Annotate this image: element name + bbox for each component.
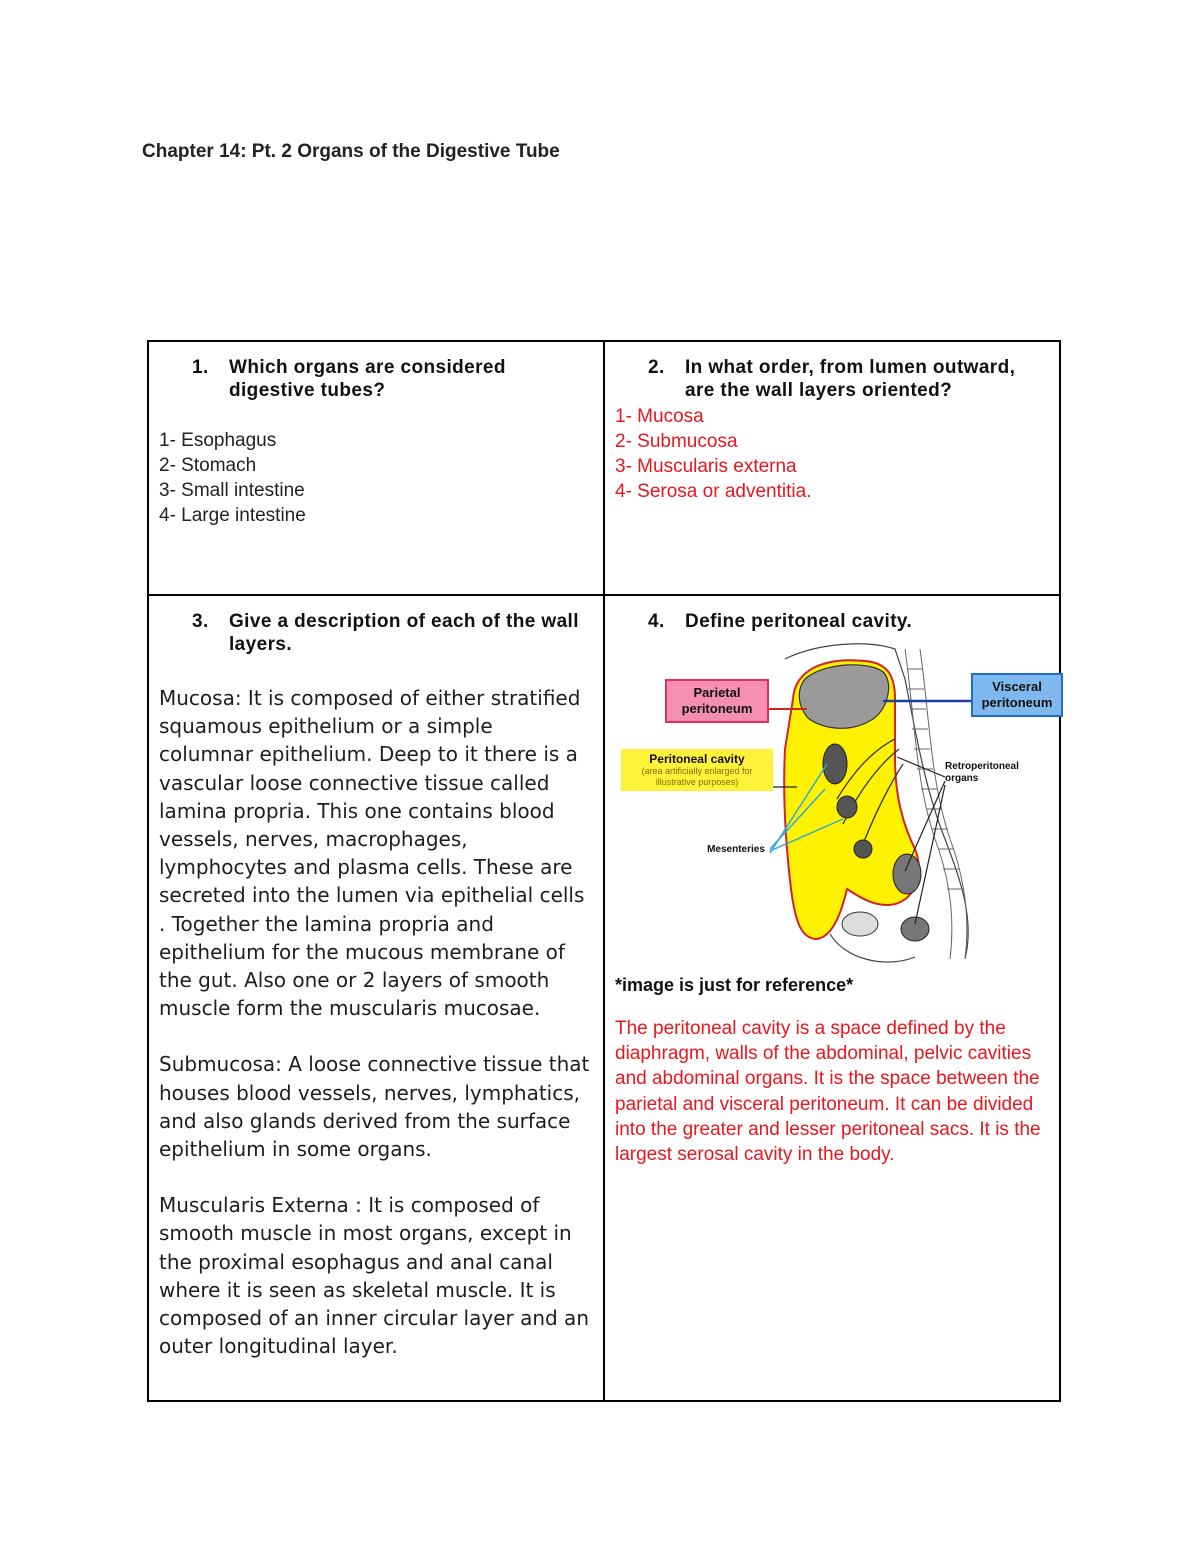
- question-2-text: In what order, from lumen outward, are the wall layers oriented?: [685, 357, 1016, 401]
- cell-q1: [148, 341, 604, 595]
- list-item: 1- Mucosa: [615, 406, 704, 427]
- answer-1-list: [159, 428, 593, 528]
- cell-q4: [604, 595, 1060, 1401]
- question-3: 3. Give a description of each of the wall layers.: [192, 610, 593, 656]
- submucosa-description: Submucosa: A loose connective tissue that houses blood vessels, nerves, lymphatics, and also glands derived from the surface epithelium in some organs.: [159, 1052, 590, 1162]
- list-item: 2- Stomach: [159, 455, 257, 476]
- mucosa-description: Mucosa: It is composed of either stratified squamous epithelium or a simple columnar epithelium. Deep to it there is a vascular loose connective tissue called lamina propria. This one contains blood vessels, nerves, macrophages, lymphocytes and plasma cells. These are secreted into the lumen via epithelial cells . Together the lamina propria and epithelium for the mucous membrane of the gut. Also one or 2 layers of smooth muscle form the muscularis mucosae.: [159, 686, 585, 1021]
- muscularis-description: Muscularis Externa : It is composed of smooth muscle in most organs, except in the proximal esophagus and anal canal where it is seen as skeletal muscle. It is composed of an inner circular layer and an outer longitudinal layer.: [159, 1193, 589, 1359]
- qa-table: [147, 340, 1061, 1402]
- question-3-text: Give a description of each of the wall layers.: [229, 611, 579, 655]
- question-1-text: Which organs are considered digestive tubes?: [229, 357, 506, 401]
- list-item: 4- Serosa or adventitia.: [615, 481, 812, 502]
- list-item: 3- Muscularis externa: [615, 456, 797, 477]
- list-item: 3- Small intestine: [159, 480, 305, 501]
- list-item: 2- Submucosa: [615, 431, 738, 452]
- cell-q3: [148, 595, 604, 1401]
- list-item: 1- Esophagus: [159, 430, 277, 451]
- retroperitoneal-organs-label: Retroperitoneal organs: [945, 761, 1019, 784]
- peritoneum-diagram: [615, 639, 1065, 969]
- image-reference-note: *image is just for reference*: [615, 975, 854, 995]
- question-1: 1. Which organs are considered digestive tubes?: [192, 356, 593, 402]
- mesenteries-label: Mesenteries: [707, 844, 765, 855]
- table-row: [148, 341, 1060, 595]
- layer-descriptions: [159, 684, 593, 1360]
- page-title: Chapter 14: Pt. 2 Organs of the Digestive Tube: [142, 141, 560, 162]
- peritoneal-cavity-definition: The peritoneal cavity is a space defined by the diaphragm, walls of the abdominal, pelvic cavities and abdominal organs. It is the space between the parietal and visceral peritoneum. It can be divided into the greater and lesser peritoneal sacs. It is the largest serosal cavity in the body.: [615, 1018, 1041, 1166]
- parietal-peritoneum-label: Parietal peritoneum: [665, 679, 769, 723]
- question-4: 4. Define peritoneal cavity.: [648, 610, 1049, 633]
- peritoneal-cavity-label: Peritoneal cavity (area artificially enlarged for illustrative purposes): [621, 749, 773, 791]
- cell-q2: [604, 341, 1060, 595]
- list-item: 4- Large intestine: [159, 505, 306, 526]
- question-4-text: Define peritoneal cavity.: [685, 611, 913, 632]
- visceral-peritoneum-label: Visceral peritoneum: [971, 673, 1063, 717]
- question-2: 2. In what order, from lumen outward, are the wall layers oriented?: [648, 356, 1049, 402]
- answer-2-list: [615, 404, 1049, 504]
- table-row: [148, 595, 1060, 1401]
